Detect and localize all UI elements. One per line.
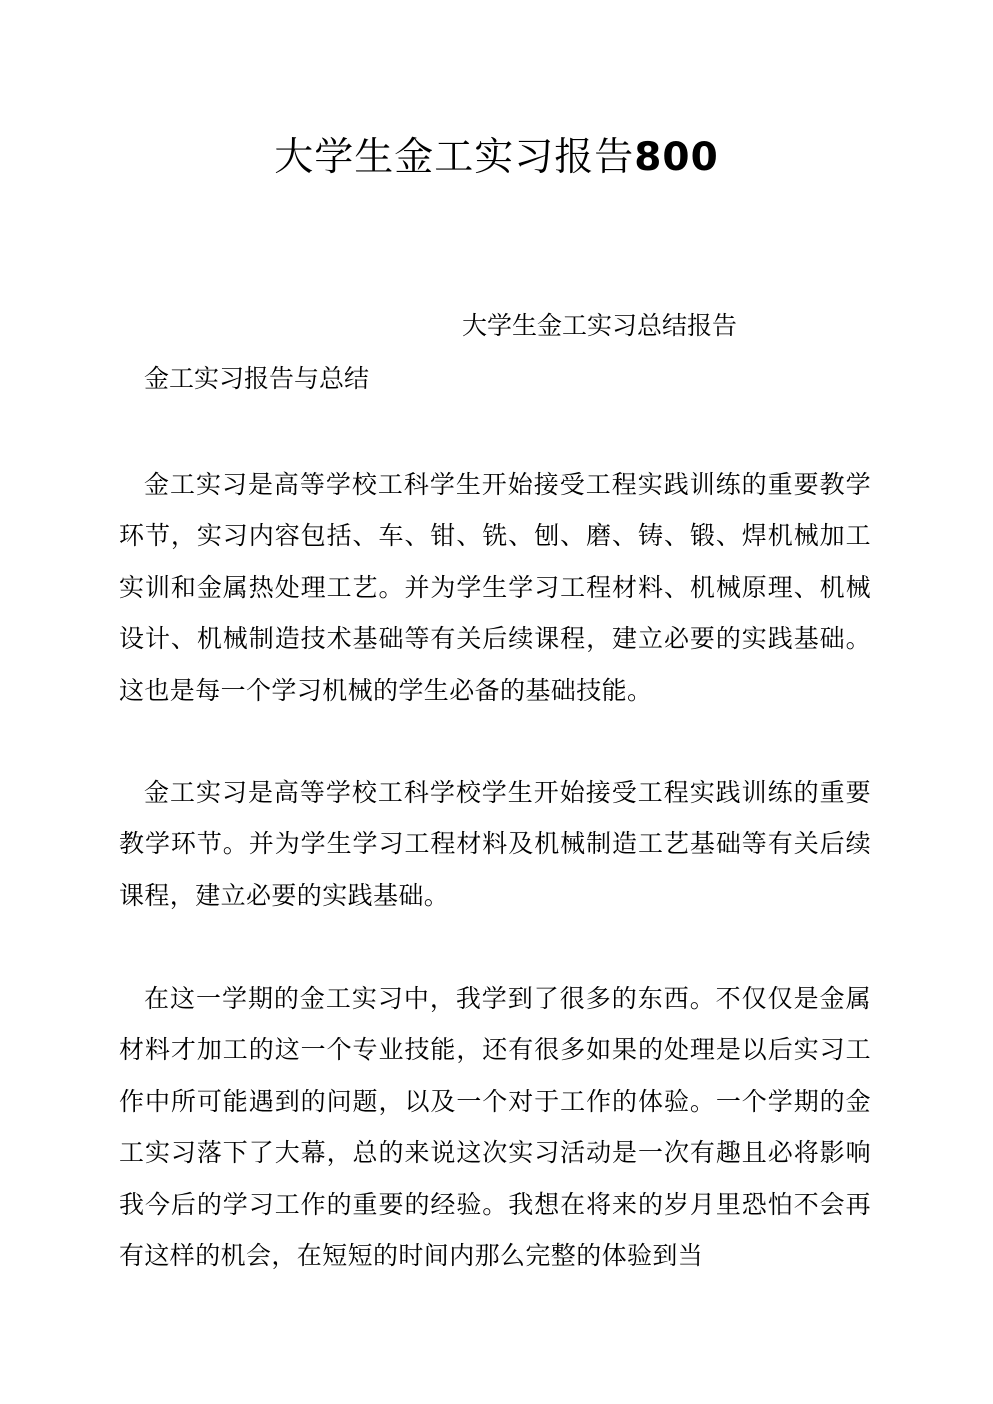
paragraph-3: 在这一学期的金工实习中，我学到了很多的东西。不仅仅是金属材料才加工的这一个专业技能，还有很多如果的处理是以后实习工作中所可能遇到的问题，以及一个对于工作的体验。一个学期的金工实习落下了大幕，总的来说这次实习活动是一次有趣且必将影响我今后的学习工作的重要的经验。我想在将来的岁月里恐怕不会再有这样的机会，在短短的时间内那么完整的体验到当: [119, 984, 871, 1271]
paragraph-2: 金工实习是高等学校工科学校学生开始接受工程实践训练的重要教学环节。并为学生学习工程材料及机械制造工艺基础等有关后续课程，建立必要的实践基础。: [119, 778, 871, 910]
title-number: 800: [634, 135, 719, 180]
document-title: [0, 132, 993, 184]
paragraph-1: 金工实习是高等学校工科学生开始接受工程实践训练的重要教学环节，实习内容包括、车、钳、铣、刨、磨、铸、锻、焊机械加工实训和金属热处理工艺。并为学生学习工程材料、机械原理、机械设计、机械制造技术基础等有关后续课程，建立必要的实践基础。这也是每一个学习机械的学生必备的基础技能。: [119, 470, 871, 705]
subtitle: 大学生金工实习总结报告: [462, 311, 738, 340]
section-heading: 金工实习报告与总结: [144, 364, 370, 393]
title-text: 大学生金工实习报告: [274, 135, 635, 180]
